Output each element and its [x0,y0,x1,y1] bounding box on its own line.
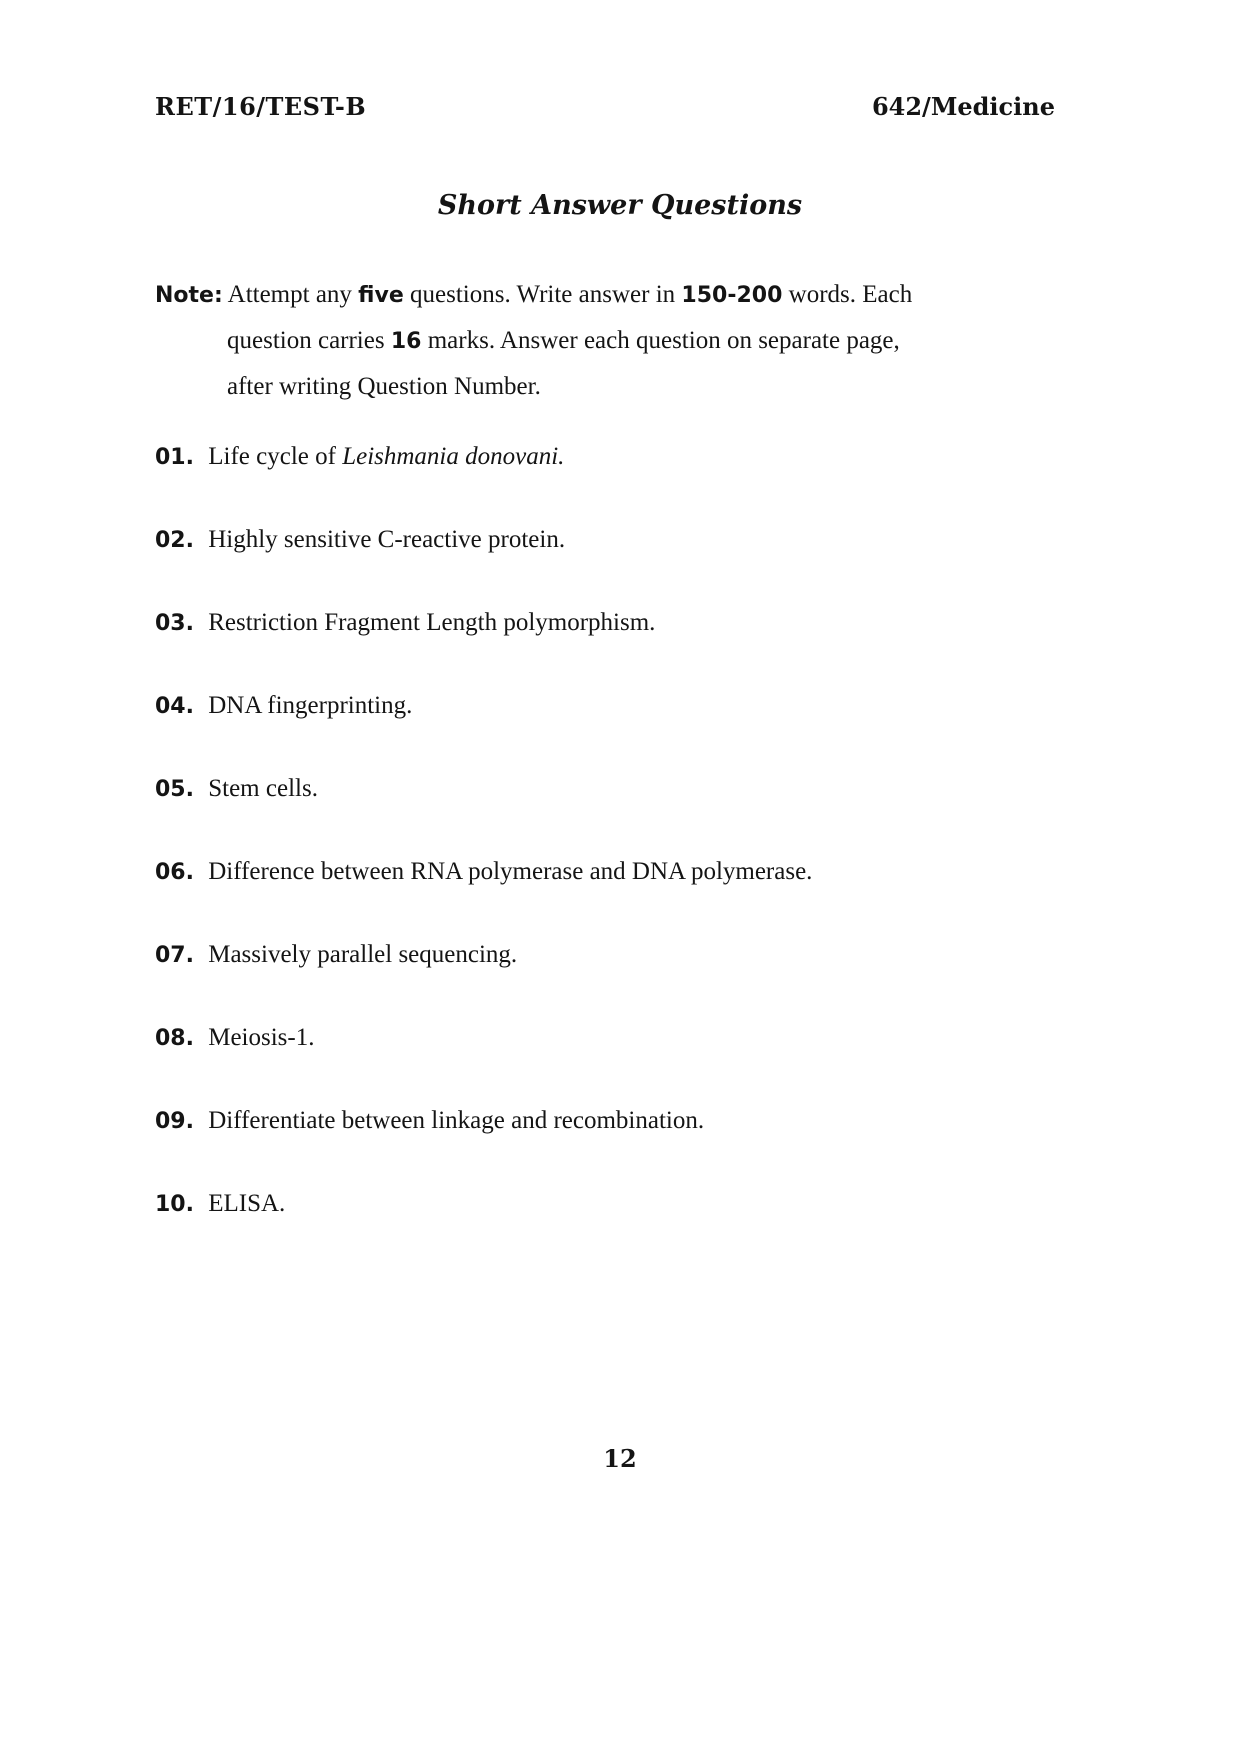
instructions-note [155,272,1075,409]
question-number: 10. [155,1192,194,1217]
question-number: 02. [155,528,194,553]
question-item [155,1184,1075,1267]
question-text: Massively parallel sequencing. [208,941,518,968]
note-continuation [155,318,1075,364]
question-item [155,935,1075,1018]
question-number: 03. [155,611,194,636]
question-number: 05. [155,777,194,802]
exam-code: RET/16/TEST-B [155,92,367,121]
question-item [155,437,1075,520]
note-text: marks. Answer each question on separate page, [427,327,900,354]
question-item [155,686,1075,769]
question-item [155,603,1075,686]
question-text: ELISA. [208,1190,286,1217]
question-text: Stem cells. [208,775,318,802]
note-marks: 16 [390,329,422,354]
note-continuation [155,364,1075,409]
question-text: Meiosis-1. [208,1024,315,1051]
question-item [155,1018,1075,1101]
note-text: Attempt any [227,281,352,308]
note-text: after writing Question Number. [227,373,541,400]
question-number: 06. [155,860,194,885]
question-text: Difference between RNA polymerase and DNA polymerase. [208,858,813,885]
question-item [155,852,1075,935]
section-title: Short Answer Questions [437,190,803,221]
question-list [155,437,1075,1267]
page-number: 12 [603,1444,637,1473]
question-text: Restriction Fragment Length polymorphism. [208,609,656,636]
question-item [155,769,1075,852]
question-item [155,1101,1075,1184]
note-word-range: 150-200 [681,283,783,308]
question-number: 07. [155,943,194,968]
note-text: words. Each [788,281,913,308]
question-text: Differentiate between linkage and recombination. [208,1107,705,1134]
question-text-italic: Leishmania donovani. [342,443,565,470]
question-number: 04. [155,694,194,719]
subject-code: 642/Medicine [871,92,1055,121]
question-number: 09. [155,1109,194,1134]
question-number: 08. [155,1026,194,1051]
question-item [155,520,1075,603]
question-text: Life cycle of [208,443,336,470]
question-text: Highly sensitive C-reactive protein. [208,526,566,553]
question-text: DNA fingerprinting. [208,692,413,719]
note-five: five [358,283,404,308]
note-label: Note: [155,283,223,308]
note-text: questions. Write answer in [410,281,676,308]
question-number: 01. [155,445,194,470]
note-text: question carries [227,327,385,354]
